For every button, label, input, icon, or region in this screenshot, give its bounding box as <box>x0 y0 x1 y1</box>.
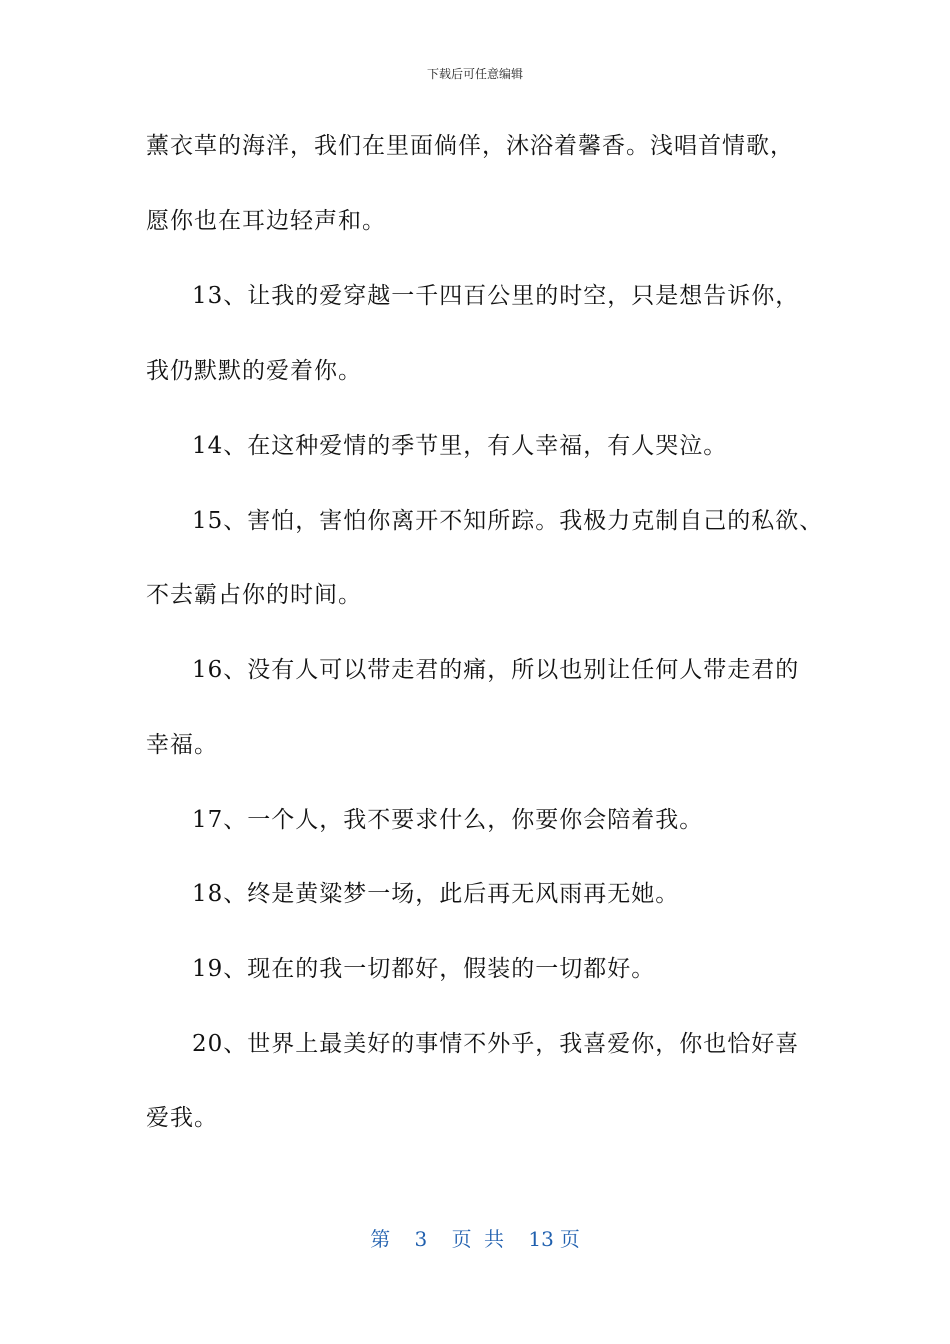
body-line-6: 15、害怕，害怕你离开不知所踪。我极力克制自己的私欲、 <box>192 508 824 534</box>
body-line-14: 爱我。 <box>146 1105 218 1131</box>
footer-total-pages: 13 <box>528 1227 554 1251</box>
body-line-10: 17、一个人，我不要求什么，你要你会陪着我。 <box>192 807 704 833</box>
footer-suffix: 页 <box>559 1227 580 1251</box>
body-line-9: 幸福。 <box>146 732 218 758</box>
body-line-3: 13、让我的爱穿越一千四百公里的时空，只是想告诉你， <box>192 283 800 309</box>
body-line-13: 20、世界上最美好的事情不外乎，我喜爱你，你也恰好喜 <box>192 1031 800 1057</box>
footer-prefix: 第 <box>370 1227 391 1251</box>
body-line-8: 16、没有人可以带走君的痛，所以也别让任何人带走君的 <box>192 657 800 683</box>
body-line-5: 14、在这种爱情的季节里，有人幸福，有人哭泣。 <box>192 433 728 459</box>
body-line-4: 我仍默默的爱着你。 <box>146 358 362 384</box>
page-footer <box>0 1226 950 1252</box>
page-header: 下载后可任意编辑 <box>426 67 523 81</box>
body-line-7: 不去霸占你的时间。 <box>146 582 362 608</box>
body-line-11: 18、终是黄粱梦一场，此后再无风雨再无她。 <box>192 881 680 907</box>
body-line-12: 19、现在的我一切都好，假装的一切都好。 <box>192 956 656 982</box>
body-line-1: 薰衣草的海洋，我们在里面倘佯，沐浴着馨香。浅唱首情歌， <box>146 133 794 159</box>
footer-middle: 页 共 <box>451 1227 504 1251</box>
footer-current-page: 3 <box>414 1227 428 1251</box>
body-line-2: 愿你也在耳边轻声和。 <box>146 208 386 234</box>
